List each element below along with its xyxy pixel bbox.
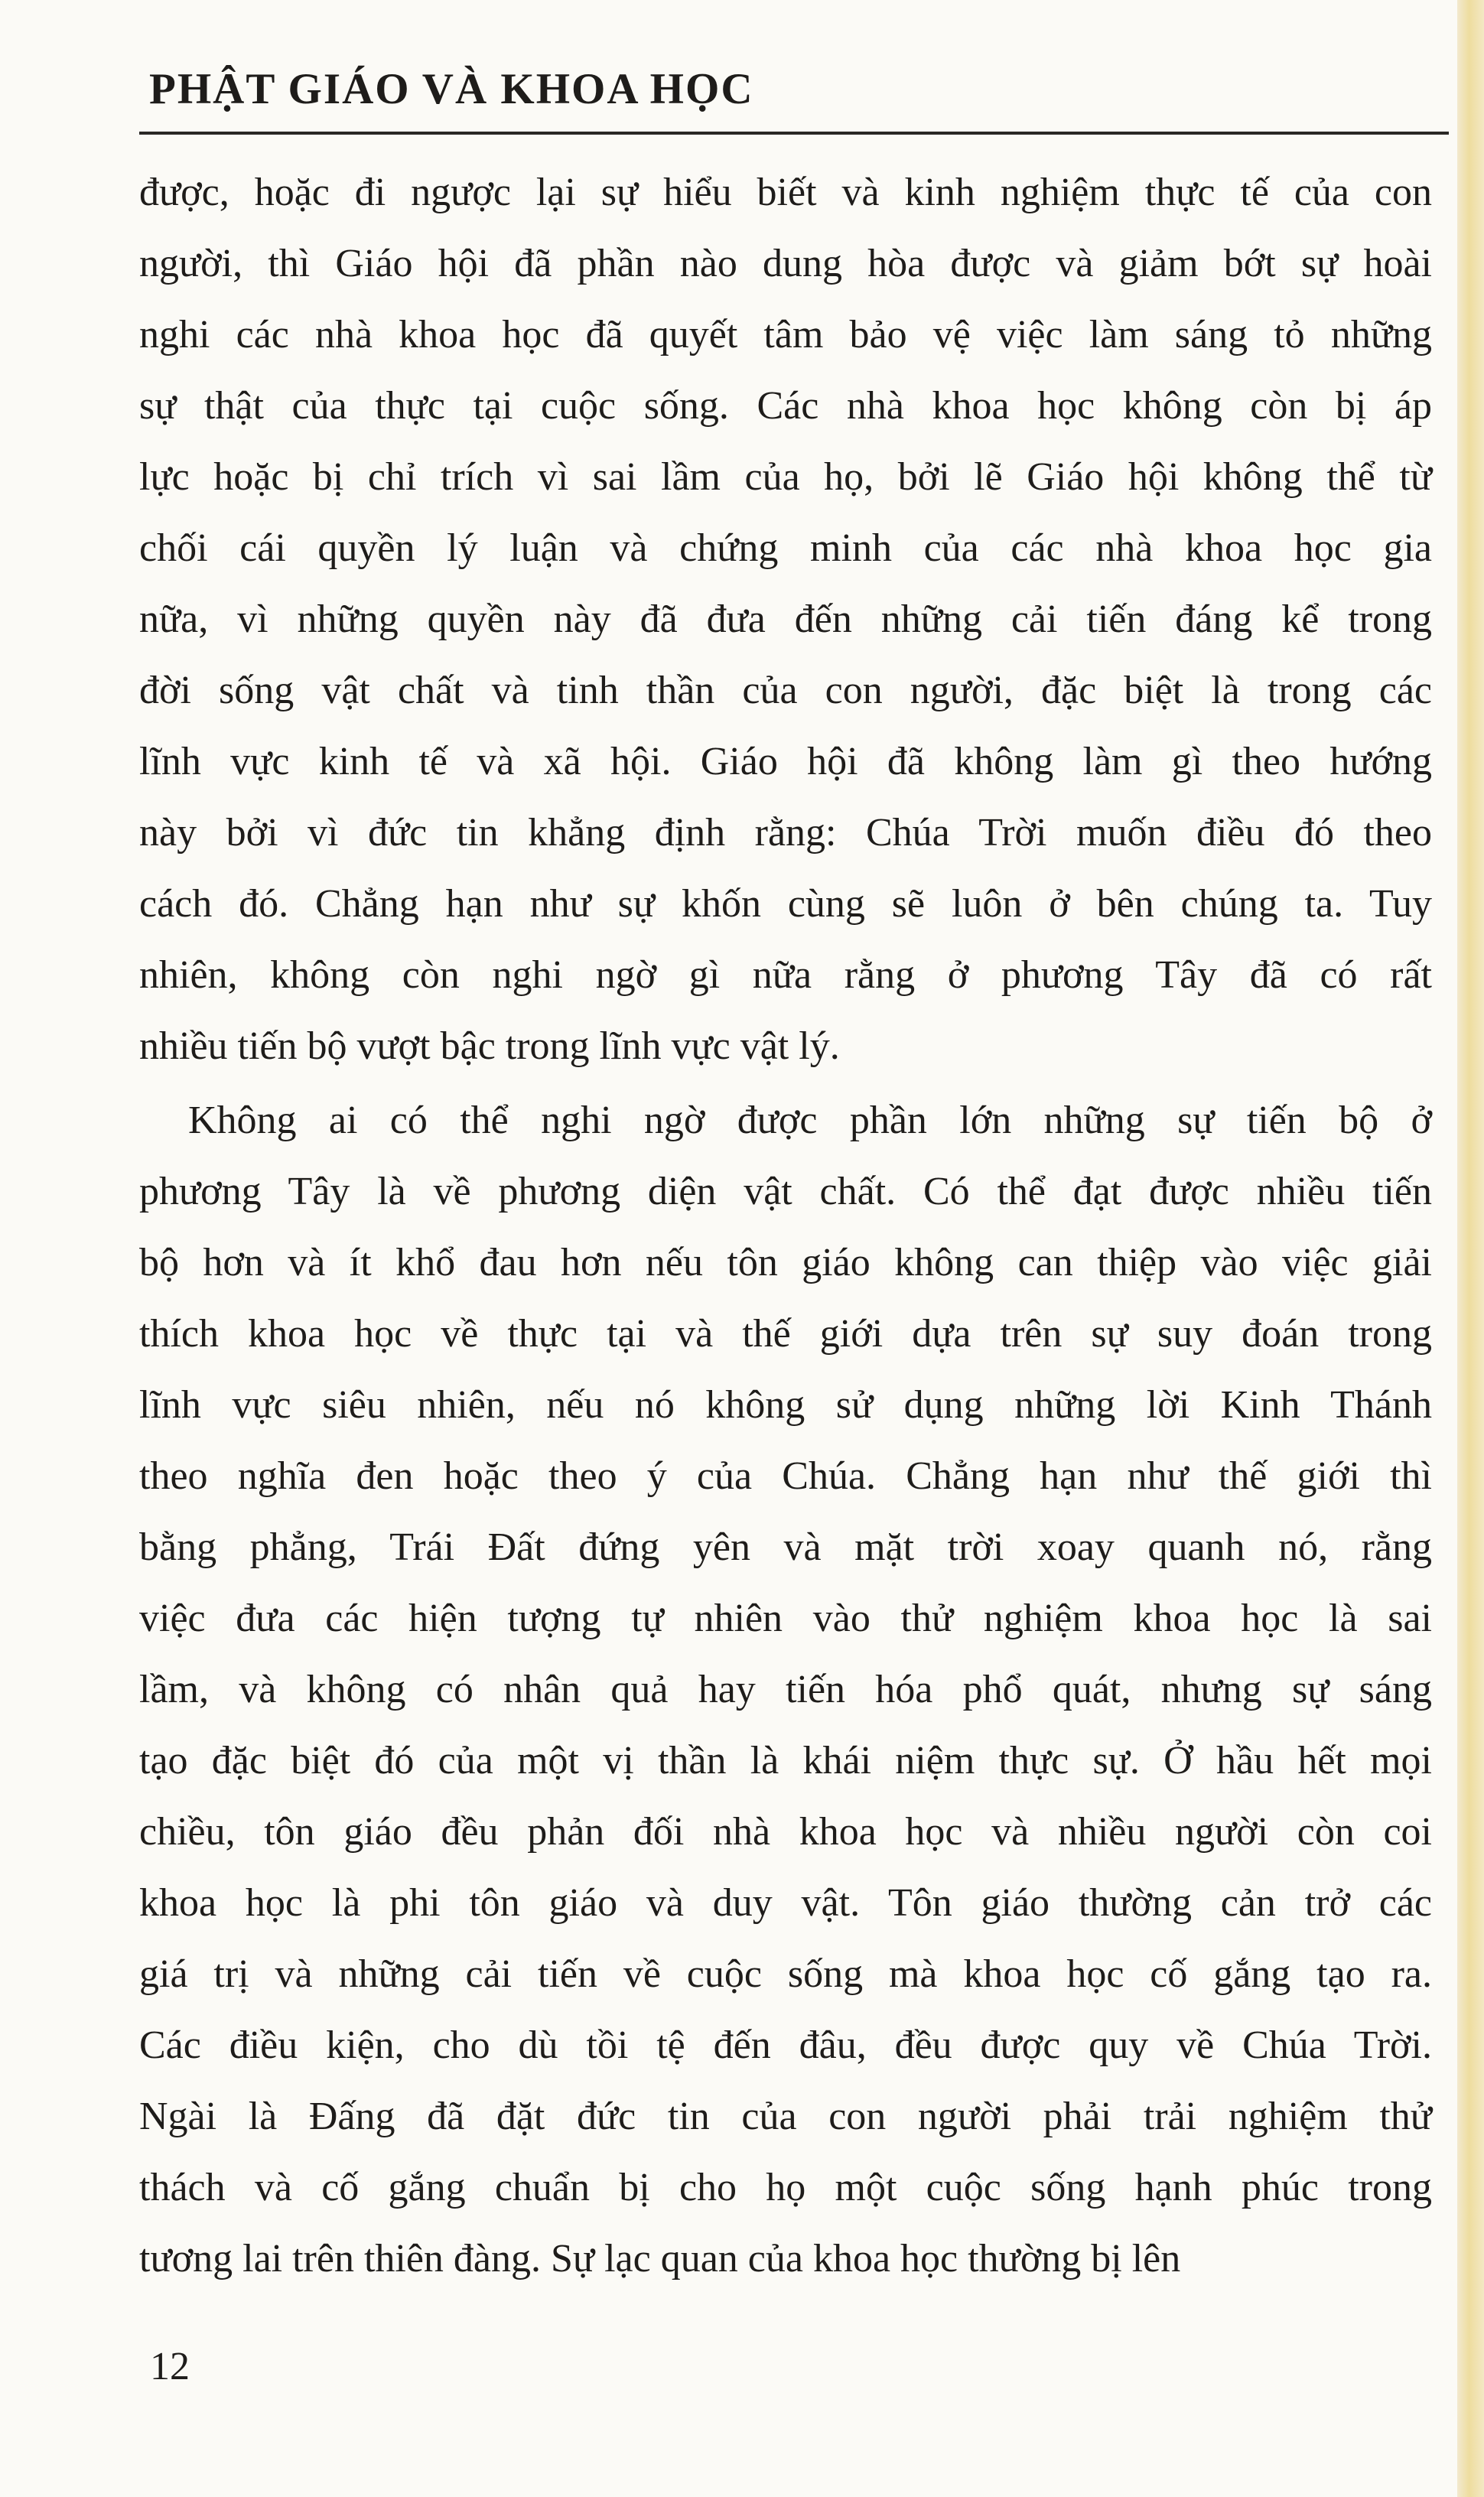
text-line: nghi các nhà khoa học đã quyết tâm bảo vệ việc làm sáng tỏ những [139,313,1432,356]
text-line: lực hoặc bị chỉ trích vì sai lầm của họ, bởi lẽ Giáo hội không thể từ [139,455,1432,499]
text-line: cách đó. Chẳng hạn như sự khốn cùng sẽ luôn ở bên chúng ta. Tuy [139,882,1432,926]
text-line: lĩnh vực siêu nhiên, nếu nó không sử dụng những lời Kinh Thánh [139,1383,1432,1427]
text-line: bằng phẳng, Trái Đất đứng yên và mặt trời xoay quanh nó, rằng [139,1525,1432,1569]
paragraph [139,157,1432,1082]
text-line: nữa, vì những quyền này đã đưa đến những cải tiến đáng kể trong [139,597,1432,641]
text-line: lĩnh vực kinh tế và xã hội. Giáo hội đã không làm gì theo hướng [139,740,1432,783]
text-line: lầm, và không có nhân quả hay tiến hóa phổ quát, nhưng sự sáng [139,1668,1432,1711]
text-line: sự thật của thực tại cuộc sống. Các nhà khoa học không còn bị áp [139,384,1432,428]
page-edge [1457,0,1484,2497]
text-line: việc đưa các hiện tượng tự nhiên vào thử nghiệm khoa học là sai [139,1597,1432,1640]
text-line: tương lai trên thiên đàng. Sự lạc quan của khoa học thường bị lên [139,2237,1181,2281]
page-number: 12 [150,2345,190,2388]
text-line: theo nghĩa đen hoặc theo ý của Chúa. Chẳng hạn như thế giới thì [139,1454,1432,1498]
text-line: khoa học là phi tôn giáo và duy vật. Tôn giáo thường cản trở các [139,1881,1432,1925]
text-line: chối cái quyền lý luận và chứng minh của các nhà khoa học gia [139,526,1432,570]
text-line: nhiên, không còn nghi ngờ gì nữa rằng ở phương Tây đã có rất [139,953,1432,997]
body-text [139,157,1432,2297]
text-line: chiều, tôn giáo đều phản đối nhà khoa học và nhiều người còn coi [139,1810,1432,1854]
text-line: này bởi vì đức tin khẳng định rằng: Chúa Trời muốn điều đó theo [139,811,1432,855]
text-line: Không ai có thể nghi ngờ được phần lớn những sự tiến bộ ở [188,1099,1432,1142]
running-head: PHẬT GIÁO VÀ KHOA HỌC [149,65,754,113]
text-line: nhiều tiến bộ vượt bậc trong lĩnh vực vật lý. [139,1024,840,1068]
text-line: được, hoặc đi ngược lại sự hiểu biết và kinh nghiệm thực tế của con [139,171,1432,214]
text-line: Ngài là Đấng đã đặt đức tin của con người phải trải nghiệm thử [139,2095,1432,2138]
text-line: bộ hơn và ít khổ đau hơn nếu tôn giáo không can thiệp vào việc giải [139,1241,1432,1284]
text-line: phương Tây là về phương diện vật chất. Có thể đạt được nhiều tiến [139,1170,1432,1213]
text-line: thích khoa học về thực tại và thế giới dựa trên sự suy đoán trong [139,1312,1432,1356]
paragraph [139,1085,1432,2294]
text-line: người, thì Giáo hội đã phần nào dung hòa được và giảm bớt sự hoài [139,242,1432,285]
text-line: đời sống vật chất và tinh thần của con người, đặc biệt là trong các [139,669,1432,712]
header-rule [139,132,1449,135]
text-line: thách và cố gắng chuẩn bị cho họ một cuộc sống hạnh phúc trong [139,2166,1432,2209]
text-line: giá trị và những cải tiến về cuộc sống mà khoa học cố gắng tạo ra. [139,1952,1432,1996]
text-line: tạo đặc biệt đó của một vị thần là khái niệm thực sự. Ở hầu hết mọi [139,1739,1432,1782]
text-line: Các điều kiện, cho dù tồi tệ đến đâu, đều được quy về Chúa Trời. [139,2023,1432,2067]
